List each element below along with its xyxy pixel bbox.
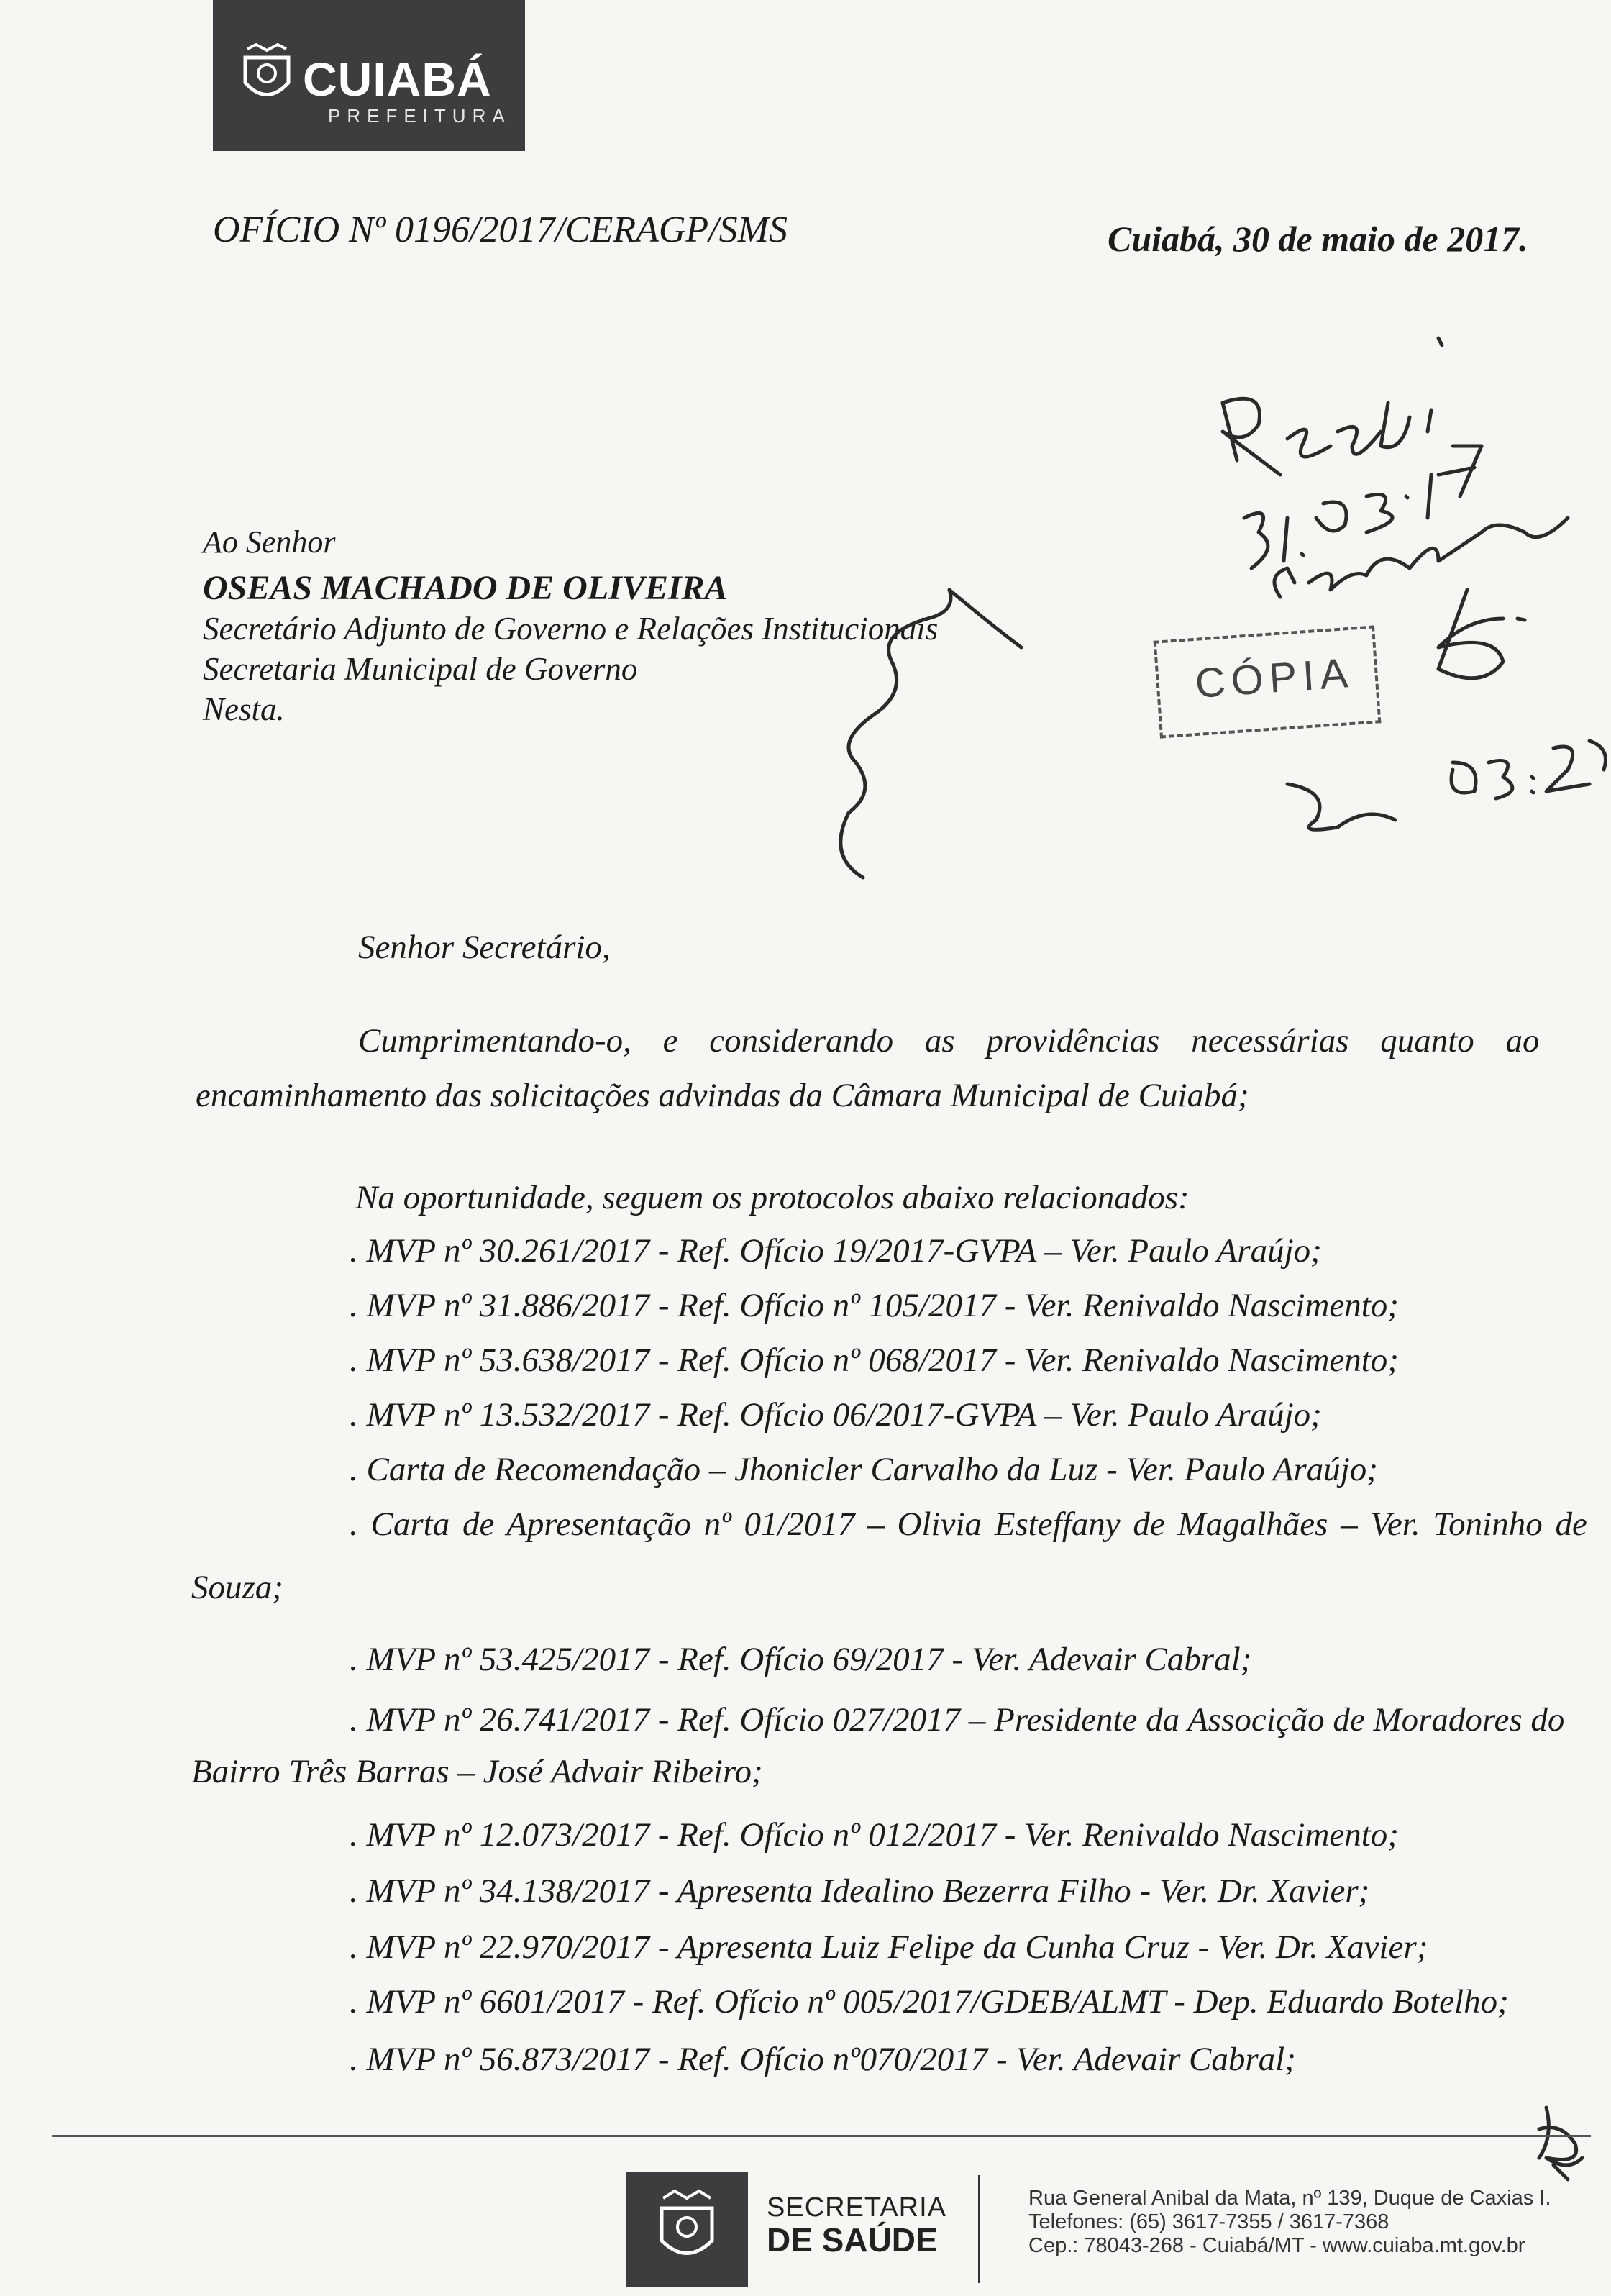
handwritten-signature <box>1274 518 1568 597</box>
protocol-item: . Carta de Recomendação – Jhonicler Carvalho da Luz - Ver. Paulo Araújo; <box>350 1451 1378 1488</box>
protocol-item: . MVP nº 53.638/2017 - Ref. Ofício nº 068/2017 - Ver. Renivaldo Nascimento; <box>350 1341 1399 1379</box>
protocols-intro: Na oportunidade, seguem os protocolos abaixo relacionados: <box>355 1179 1190 1216</box>
prefeitura-logo <box>213 0 525 151</box>
footer-divider <box>978 2175 980 2283</box>
protocol-item: . MVP nº 56.873/2017 - Ref. Ofício nº070/2017 - Ver. Adevair Cabral; <box>350 2041 1296 2078</box>
handwritten-receipt-date <box>1244 446 1482 568</box>
protocol-item-continuation: Souza; <box>191 1569 283 1606</box>
greeting: Senhor Secretário, <box>358 929 611 966</box>
handwritten-receipt-note <box>1223 338 1442 475</box>
protocol-item: . MVP nº 6601/2017 - Ref. Ofício nº 005/2017/GDEB/ALMT - Dep. Eduardo Botelho; <box>350 1983 1509 2021</box>
footer-address-block <box>1028 2187 1551 2258</box>
protocol-item: . MVP nº 30.261/2017 - Ref. Ofício 19/2017-GVPA – Ver. Paulo Araújo; <box>350 1232 1322 1270</box>
addressee-location: Nesta. <box>203 691 285 727</box>
protocol-item: . MVP nº 26.741/2017 - Ref. Ofício 027/2017 – Presidente da Associção de Moradores do <box>350 1701 1565 1739</box>
addressee-department: Secretaria Municipal de Governo <box>203 651 638 687</box>
protocol-item: . MVP nº 12.073/2017 - Ref. Ofício nº 012/2017 - Ver. Renivaldo Nascimento; <box>350 1816 1399 1854</box>
copy-stamp-text: CÓPIA <box>1193 649 1356 707</box>
handwritten-time <box>1287 741 1606 829</box>
intro-paragraph-line2: encaminhamento das solicitações advindas da Câmara Municipal de Cuiabá; <box>196 1077 1249 1114</box>
city-crest-icon <box>242 43 292 108</box>
intro-paragraph-line1: Cumprimentando-o, e considerando as providências necessárias quanto ao <box>358 1022 1540 1060</box>
city-crest-icon <box>626 2172 748 2287</box>
protocol-item-continuation: Bairro Três Barras – José Advair Ribeiro; <box>191 1753 763 1790</box>
protocol-item: . MVP nº 53.425/2017 - Ref. Ofício 69/2017 - Ver. Adevair Cabral; <box>350 1641 1252 1678</box>
handwritten-footer-initials <box>1539 2108 1582 2179</box>
handwritten-initials <box>1438 590 1525 678</box>
protocol-item: . Carta de Apresentação nº 01/2017 – Olivia Esteffany de Magalhães – Ver. Toninho de <box>350 1505 1587 1543</box>
addressee-role: Secretário Adjunto de Governo e Relações Institucionais <box>203 611 939 647</box>
footer-secretaria-label <box>767 2192 946 2259</box>
logo-wordmark: CUIABÁ <box>303 53 492 106</box>
protocol-item: . MVP nº 34.138/2017 - Apresenta Idealino Bezerra Filho - Ver. Dr. Xavier; <box>350 1872 1370 1910</box>
logo-subtitle: PREFEITURA <box>328 105 511 127</box>
footer-crest-logo <box>626 2172 748 2287</box>
footer-secretaria: SECRETARIA <box>767 2192 947 2223</box>
addressee-name: OSEAS MACHADO DE OLIVEIRA <box>203 569 728 607</box>
addressee-salutation: Ao Senhor <box>203 524 336 560</box>
protocol-item: . MVP nº 31.886/2017 - Ref. Ofício nº 105/2017 - Ver. Renivaldo Nascimento; <box>350 1287 1399 1324</box>
footer-saude: DE SAÚDE <box>767 2221 938 2259</box>
oficio-number: OFÍCIO Nº 0196/2017/CERAGP/SMS <box>213 209 788 250</box>
footer-rule <box>52 2135 1591 2137</box>
protocol-item: . MVP nº 13.532/2017 - Ref. Ofício 06/2017-GVPA – Ver. Paulo Araújo; <box>350 1396 1322 1434</box>
document-date: Cuiabá, 30 de maio de 2017. <box>1108 219 1528 259</box>
footer-phones: Telefones: (65) 3617-7355 / 3617-7368 <box>1028 2210 1389 2233</box>
footer-address: Rua General Anibal da Mata, nº 139, Duque de Caxias I. <box>1028 2187 1551 2210</box>
footer-cep: Cep.: 78043-268 - Cuiabá/MT - www.cuiaba.mt.gov.br <box>1028 2234 1525 2257</box>
protocol-item: . MVP nº 22.970/2017 - Apresenta Luiz Felipe da Cunha Cruz - Ver. Dr. Xavier; <box>350 1928 1428 1966</box>
copy-stamp <box>1154 625 1382 738</box>
